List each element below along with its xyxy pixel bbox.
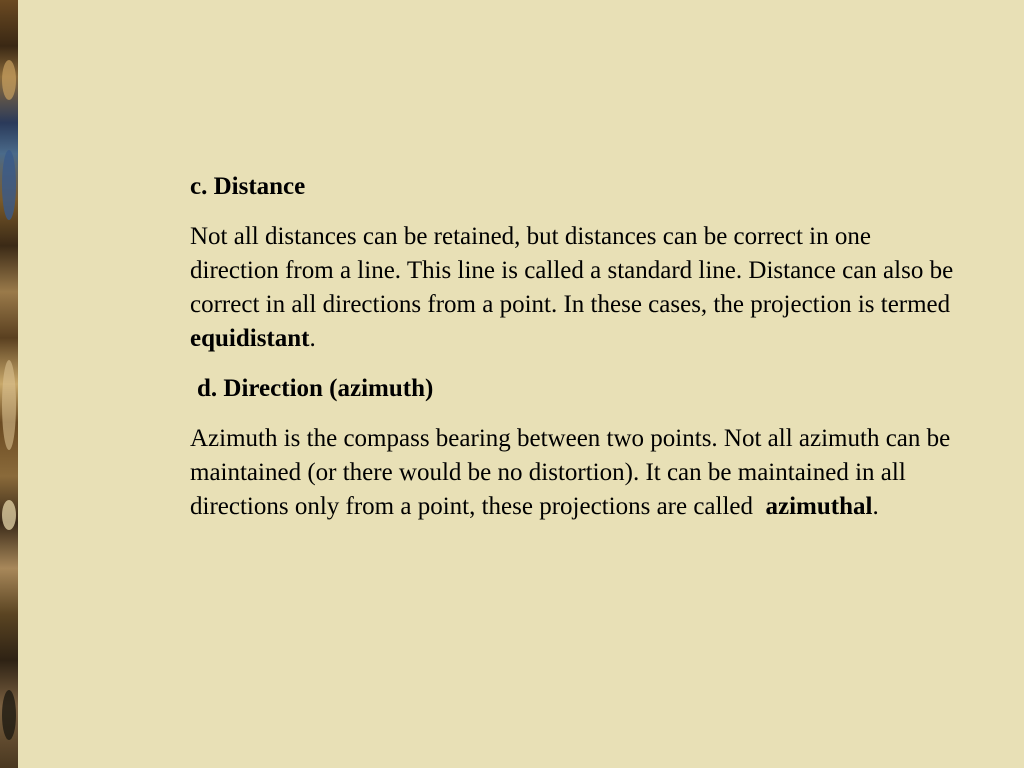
paragraph-direction-text: Azimuth is the compass bearing between two points. Not all azimuth can be maintained (or there would be no distortion). It can be maintained in all directions only from a point, these projections are called: [190, 425, 957, 520]
paragraph-direction: [190, 422, 960, 524]
decorative-ornament: [2, 360, 16, 450]
decorative-ornament: [2, 690, 16, 740]
term-equidistant: equidistant: [190, 325, 310, 352]
decorative-ornament: [2, 60, 16, 100]
heading-distance: c. Distance: [190, 173, 306, 200]
paragraph-direction-end: .: [872, 493, 879, 520]
decorative-border-image: [0, 0, 18, 768]
term-azimuthal: azimuthal: [765, 493, 873, 520]
paragraph-distance-end: .: [309, 325, 316, 352]
decorative-ornament: [2, 500, 16, 530]
slide-content: [190, 170, 960, 540]
decorative-ornament: [2, 150, 16, 220]
heading-direction: d. Direction (azimuth): [197, 375, 434, 402]
paragraph-distance: [190, 220, 960, 356]
paragraph-distance-text: Not all distances can be retained, but distances can be correct in one direction from a line. This line is called a standard line. Distance can also be correct in all directions from a point. In these cases, the projection is termed: [190, 223, 954, 318]
